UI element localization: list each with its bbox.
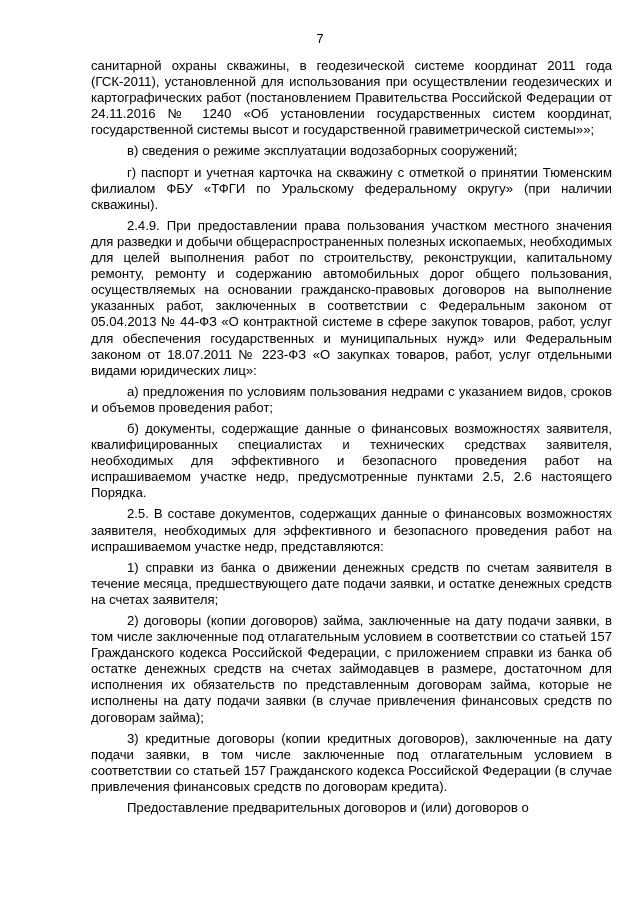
paragraph-item-a: а) предложения по условиям пользования недрами с указанием видов, сроков и объемов проведения работ; — [91, 383, 612, 415]
paragraph-2-4-9: 2.4.9. При предоставлении права пользования участком местного значения для разведки и добычи общераспространенных полезных ископаемых, необходимых для целей выполнения работ по строительству, реконструкции, капитальному ремонту, ремонту и содержанию автомобильных дорог общего пользования, осуществляемых на основании гражданско-правовых договоров на выполнение указанных работ, заключенных в соответствии с Федеральным законом от 05.04.2013 № 44-ФЗ «О контрактной системе в сфере закупок товаров, работ, услуг для обеспечения государственных и муниципальных нужд» или Федеральным законом от 18.07.2011 № 223-ФЗ «О закупках товаров, работ, услуг отдельными видами юридических лиц»: — [91, 217, 612, 378]
paragraph-item-3: 3) кредитные договоры (копии кредитных договоров), заключенные на дату подачи заявки, в том числе заключенные под отлагательным условием в соответствии со статьей 157 Гражданского кодекса Российской Федерации (в случае привлечения финансовых средств по договорам кредита). — [91, 730, 612, 794]
paragraph-preliminary-contracts: Предоставление предварительных договоров и (или) договоров о — [127, 800, 529, 816]
paragraph-2-5: 2.5. В составе документов, содержащих данные о финансовых возможностях заявителя, необходимых для эффективного и безопасного проведения работ на испрашиваемом участке недр, представляются: — [91, 506, 612, 554]
paragraph-wellhead-coordinates: санитарной охраны скважины, в геодезической системе координат 2011 года (ГСК-2011), установленной для использования при осуществлении геодезических и картографических работ (постановлением Правительства Российской Федерации от 24.11.2016 № 1240 «Об установлении государственных систем координат, государственной системы высот и государственной гравиметрической системы»»; — [91, 58, 612, 138]
paragraph-item-v: в) сведения о режиме эксплуатации водозаборных сооружений; — [127, 143, 518, 159]
paragraph-item-2: 2) договоры (копии договоров) займа, заключенные на дату подачи заявки, в том числе заключенные под отлагательным условием в соответствии со статьей 157 Гражданского кодекса Российской Федерации, с приложением справки из банка об остатке денежных средств на счетах займодавцев в размере, достаточном для исполнения их обязательств по представленным договорам займа, которые не исполнены на дату подачи заявки (в случае привлечения финансовых средств по договорам займа); — [91, 613, 612, 725]
page-number: 7 — [316, 31, 324, 46]
paragraph-item-g: г) паспорт и учетная карточка на скважину с отметкой о принятии Тюменским филиалом ФБУ «ТФГИ по Уральскому федеральному округу» (при наличии скважины). — [91, 164, 612, 212]
document-body — [91, 58, 612, 821]
paragraph-item-1: 1) справки из банка о движении денежных средств по счетам заявителя в течение месяца, предшествующего дате подачи заявки, и остатке денежных средств на счетах заявителя; — [91, 559, 612, 607]
paragraph-item-b: б) документы, содержащие данные о финансовых возможностях заявителя, квалифицированных специалистах и технических средствах заявителя, необходимых для эффективного и безопасного проведения работ на испрашиваемом участке недр, предусмотренные пунктами 2.5, 2.6 настоящего Порядка. — [91, 420, 612, 501]
